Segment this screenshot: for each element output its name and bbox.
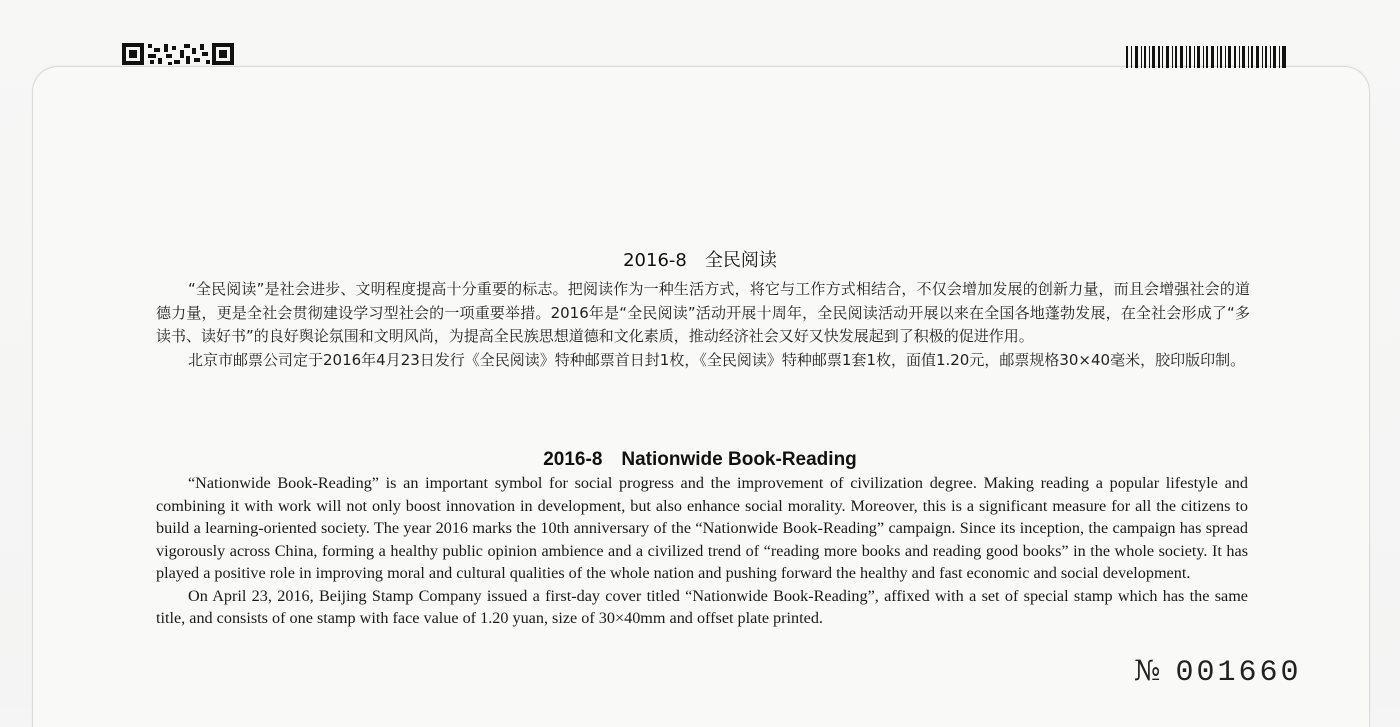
paragraph-en-1: “Nationwide Book-Reading” is an important symbol for social progress and the improvement of civilization degree. Making reading a popular lifestyle and combining it with work will not only boost innovation in development, but also enhance social morality. Moreover, this is a significant measure for all the citizens to build a learning-oriented society. The year 2016 marks the 10th anniversary of the “Nationwide Book-Reading” campaign. Since its inception, the campaign has spread vigorously across China, forming a healthy public opinion ambience and a civilized trend of “reading more books and reading good books” in the whole society. It has played a positive role in improving moral and cultural qualities of the whole nation and pushing forward the healthy and fast economic and social development. [156,474,1248,582]
serial-prefix: № [1134,654,1162,687]
paragraph-en-2: On April 23, 2016, Beijing Stamp Company issued a first-day cover titled “Nationwide Book-Reading”, affixed with a set of special stamp which has the same title, and consists of one stamp with face value of 1.20 yuan, size of 30×40mm and offset plate printed. [156,586,1248,627]
barcode-icon [1126,46,1288,68]
body-english [156,472,1248,630]
serial-number [1134,654,1302,690]
paragraph-cn-2: 北京市邮票公司定于2016年4月23日发行《全民阅读》特种邮票首日封1枚，《全民阅读》特种邮票1套1枚，面值1.20元，邮票规格30×40毫米，胶印版印制。 [188,350,1246,369]
paragraph-cn-1: “全民阅读”是社会进步、文明程度提高十分重要的标志。把阅读作为一种生活方式，将它与工作方式相结合，不仅会增加发展的创新力量，而且会增强社会的道德力量，更是全社会贯彻建设学习型社会的一项重要举措。2016年是“全民阅读”活动开展十周年，全民阅读活动开展以来在全国各地蓬勃发展，在全社会形成了“多读书、读好书”的良好舆论氛围和文明风尚，为提高全民族思想道德和文化素质，推动经济社会又好又快发展起到了积极的促进作用。 [156,280,1250,345]
body-chinese [156,278,1250,372]
qr-code-icon [122,42,234,66]
serial-value: 001660 [1175,656,1302,690]
heading-english: 2016-8 Nationwide Book-Reading [543,449,857,470]
heading-chinese: 2016-8 全民阅读 [623,250,777,271]
